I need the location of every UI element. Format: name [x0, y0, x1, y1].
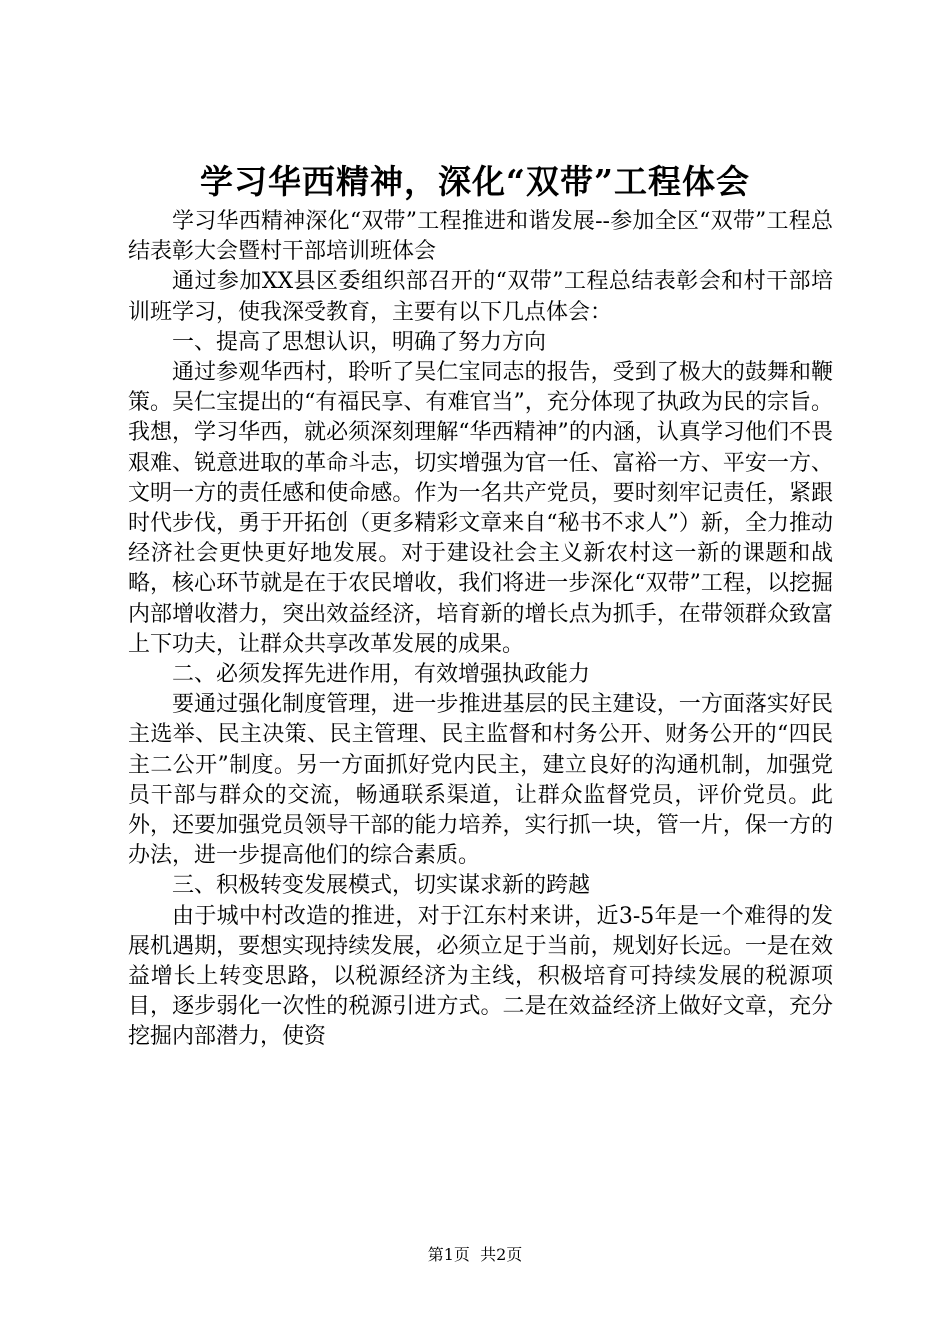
paragraph-section-2: 要通过强化制度管理，进一步推进基层的民主建设，一方面落实好民主选举、民主决策、民主管理、民主监督和村务公开、财务公开的“四民主二公开”制度。另一方面抓好党内民主，建立良好的沟通机制，加强党员干部与群众的交流，畅通联系渠道，让群众监督党员，评价党员。此外，还要加强党员领导干部的能力培养，实行抓一块，管一片，保一方的办法，进一步提高他们的综合素质。 — [128, 692, 833, 869]
page-total: 共2页 — [480, 1245, 523, 1264]
page-number: 第1页 — [427, 1245, 470, 1264]
paragraph-intro: 通过参加XX县区委组织部召开的“双带”工程总结表彰会和村干部培训班学习，使我深受教育，主要有以下几点体会： — [128, 269, 833, 325]
paragraph-subtitle: 学习华西精神深化“双带”工程推进和谐发展--参加全区“双带”工程总结表彰大会暨村干部培训班体会 — [128, 209, 833, 265]
section-heading-3: 三、积极转变发展模式，切实谋求新的跨越 — [172, 873, 591, 899]
page-footer — [0, 1244, 950, 1266]
paragraph-section-3: 由于城中村改造的推进，对于江东村来讲，近3-5年是一个难得的发展机遇期，要想实现持续发展，必须立足于当前，规划好长远。一是在效益增长上转变思路，以税源经济为主线，积极培育可持续发展的税源项目，逐步弱化一次性的税源引进方式。二是在效益经济上做好文章，充分挖掘内部潜力，使资 — [128, 903, 833, 1050]
paragraph-section-1: 通过参观华西村，聆听了吴仁宝同志的报告，受到了极大的鼓舞和鞭策。吴仁宝提出的“有福民享、有难官当”，充分体现了执政为民的宗旨。我想，学习华西，就必须深刻理解“华西精神”的内涵，认真学习他们不畏艰难、锐意进取的革命斗志，切实增强为官一任、富裕一方、平安一方、文明一方的责任感和使命感。作为一名共产党员，要时刻牢记责任，紧跟时代步伐，勇于开拓创（更多精彩文章来自“秘书不求人”）新，全力推动经济社会更快更好地发展。对于建设社会主义新农村这一新的课题和战略，核心环节就是在于农民增收，我们将进一步深化“双带”工程，以挖掘内部增收潜力，突出效益经济，培育新的增长点为抓手，在带领群众致富上下功夫，让群众共享改革发展的成果。 — [128, 360, 833, 657]
section-heading-2: 二、必须发挥先进作用，有效增强执政能力 — [172, 662, 591, 688]
document-body — [128, 207, 833, 1053]
document-title: 学习华西精神，深化“双带”工程体会 — [200, 162, 750, 201]
section-heading-1: 一、提高了思想认识，明确了努力方向 — [172, 329, 547, 355]
